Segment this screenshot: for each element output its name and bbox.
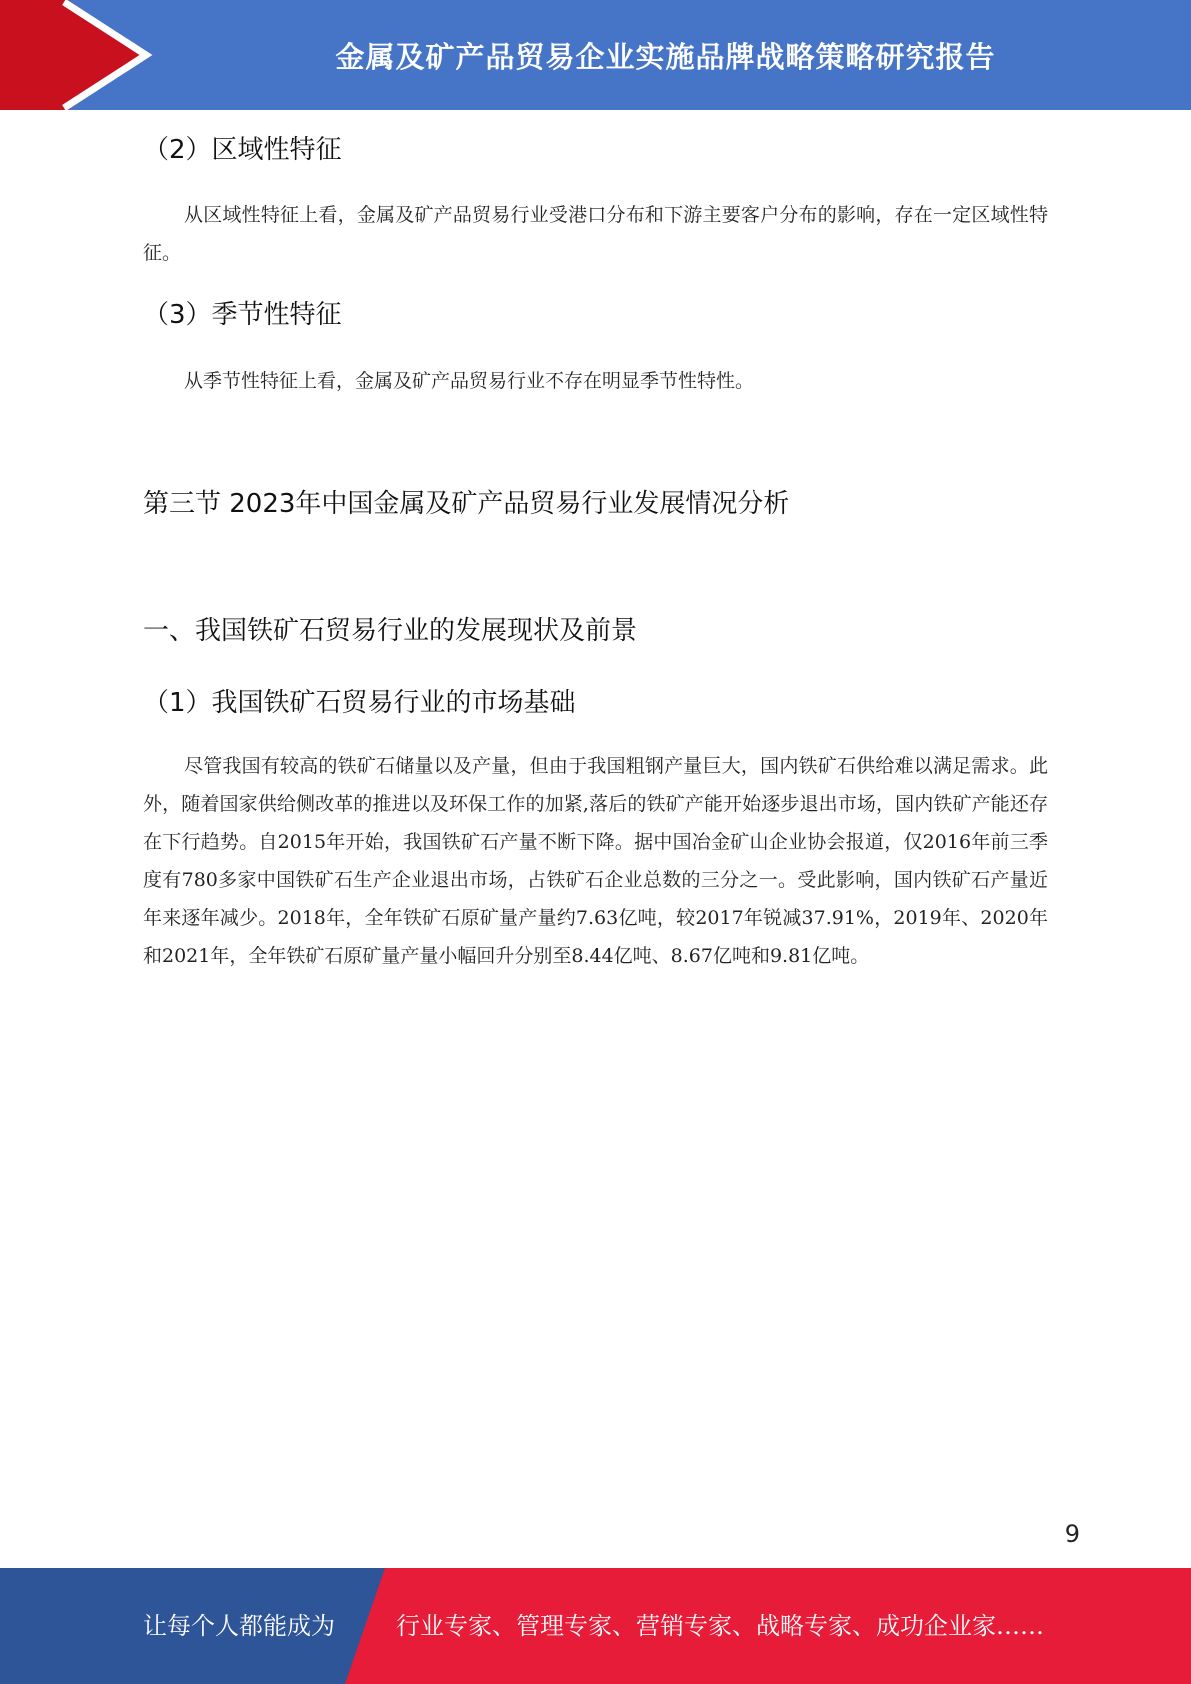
footer-slogan-right: 行业专家、管理专家、营销专家、战略专家、成功企业家…… (396, 1612, 1044, 1640)
regional-heading: （2）区域性特征 (143, 135, 342, 165)
header-chevron-decoration (0, 0, 160, 110)
seasonal-heading: （3）季节性特征 (143, 300, 342, 330)
header-bar (0, 0, 1191, 110)
market-paragraph: 尽管我国有较高的铁矿石储量以及产量，但由于我国粗钢产量巨大，国内铁矿石供给难以满足需求。此外，随着国家供给侧改革的推进以及环保工作的加紧,落后的铁矿产能开始逐步退出市场，国内铁矿产能还存在下行趋势。自2015年开始，我国铁矿石产量不断下降。据中国冶金矿山企业协会报道，仅2016年前三季度有780多家中国铁矿石生产企业退出市场，占铁矿石企业总数的三分之一。受此影响，国内铁矿石产量近年来逐年减少。2018年，全年铁矿石原矿量产量约7.63亿吨，较2017年锐减37.91%，2019年、2020年和2021年，全年铁矿石原矿量产量小幅回升分别至8.44亿吨、8.67亿吨和9.81亿吨。 (143, 755, 1048, 967)
seasonal-paragraph: 从季节性特征上看，金属及矿产品贸易行业不存在明显季节性特性。 (184, 370, 755, 392)
footer-bar (0, 1568, 1191, 1684)
report-title: 金属及矿产品贸易企业实施品牌战略策略研究报告 (335, 39, 996, 74)
regional-paragraph: 从区域性特征上看，金属及矿产品贸易行业受港口分布和下游主要客户分布的影响，存在一定区域性特征。 (143, 204, 1048, 264)
page-number: 9 (1064, 1520, 1080, 1548)
section-three-heading: 第三节 2023年中国金属及矿产品贸易行业发展情况分析 (143, 489, 790, 519)
footer-slogan-left: 让每个人都能成为 (143, 1612, 335, 1640)
market-heading: （1）我国铁矿石贸易行业的市场基础 (143, 688, 576, 718)
part-one-heading: 一、我国铁矿石贸易行业的发展现状及前景 (143, 616, 638, 646)
